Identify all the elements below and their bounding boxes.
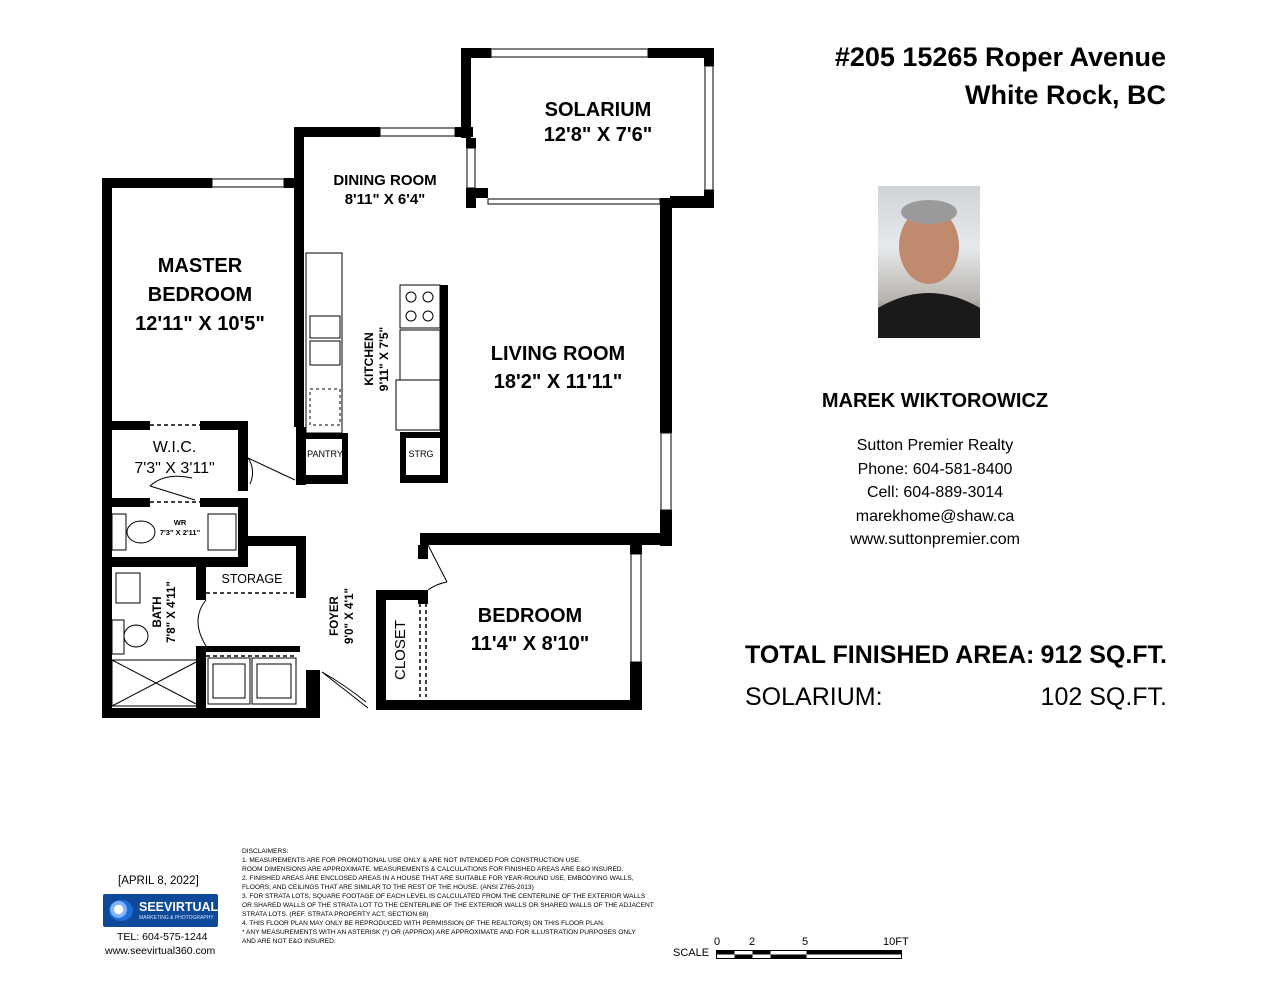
- pantry-label: PANTRY: [307, 449, 343, 459]
- agent-email: marekhome@shaw.ca: [855, 507, 1015, 525]
- foyer-dims: 9'0" X 4'1": [344, 587, 356, 645]
- kitchen-name: KITCHEN: [362, 332, 376, 386]
- disclaimer-line: DISCLAIMERS:: [242, 848, 289, 855]
- foyer-label: [328, 571, 360, 661]
- scale-bar: [716, 950, 902, 960]
- address-line-2: White Rock, BC: [964, 80, 1166, 110]
- disclaimer-line: OR SHARED WALLS OF THE STRATA LOT TO THE CENTERLINE OF THE EXTERIOR WALLS OR SHARED WALLS OF THE ADJACENT: [242, 902, 654, 909]
- dining-room-dims: 8'11" X 6'4": [344, 190, 426, 208]
- scale-label: SCALE: [673, 947, 710, 959]
- dining-room-name: DINING ROOM: [333, 172, 437, 189]
- solarium-area-label: SOLARIUM:: [745, 683, 883, 711]
- logo-name: SEEVIRTUAL: [139, 900, 219, 914]
- disclaimer-line: * ANY MEASUREMENTS WITH AN ASTERISK (*) OR (APPROX) ARE APPROXIMATE AND FOR ILLUSTRATION PURPOSES ONLY: [242, 929, 636, 936]
- solarium-name: SOLARIUM: [544, 99, 652, 121]
- strg-label: STRG: [408, 449, 434, 459]
- agent-phone: Phone: 604-581-8400: [857, 460, 1013, 478]
- agent-name: MAREK WIKTOROWICZ: [821, 390, 1049, 412]
- kitchen-dims: 9'11" X 7'5": [377, 326, 391, 392]
- seevirtual-logo: [103, 894, 218, 927]
- disclaimer-line: ROOM DIMENSIONS ARE APPROXIMATE. MEASUREMENTS & CALCULATIONS FOR FINISHED AREAS ARE E&O INSURED.: [242, 866, 624, 873]
- plan-date: [APRIL 8, 2022]: [118, 875, 199, 887]
- agent-website: www.suttonpremier.com: [850, 531, 1020, 548]
- scale-tick-5: 5: [802, 936, 809, 948]
- disclaimer-line: 2. FINISHED AREAS ARE ENCLOSED AREAS IN A HOUSE THAT ARE SUITABLE FOR YEAR-ROUND USE, EMBODYING WALLS,: [242, 875, 634, 882]
- wr-label: [150, 518, 210, 538]
- wic-name: W.I.C.: [152, 439, 197, 456]
- kitchen-label: [362, 314, 398, 404]
- disclaimer-line: 3. FOR STRATA LOTS, SQUARE FOOTAGE OF EACH LEVEL IS CALCULATED FROM THE CENTERLINE OF THE EXTERIOR WALLS: [242, 893, 646, 900]
- disclaimers: [242, 847, 662, 946]
- solarium-label: [498, 98, 698, 148]
- agent-contact: [780, 434, 1090, 552]
- scale-tick-10: 10FT: [883, 936, 909, 948]
- bath-label: [151, 572, 183, 652]
- living-room-dims: 18'2" X 11'11": [493, 371, 623, 393]
- living-room-label: [468, 340, 648, 396]
- agent-company: Sutton Premier Realty: [856, 437, 1014, 454]
- scale-tick-0: 0: [714, 936, 721, 948]
- agent-photo: [878, 186, 980, 338]
- scale-tick-2: 2: [749, 936, 756, 948]
- bedroom-name: BEDROOM: [477, 605, 583, 627]
- bath-name: BATH: [152, 596, 164, 628]
- address-line-1: #205 15265 Roper Avenue: [834, 42, 1166, 72]
- footer-web: www.seevirtual360.com: [105, 945, 216, 957]
- wr-dims: 7'3" X 2'11": [159, 528, 201, 537]
- bedroom-label: [440, 602, 620, 658]
- total-area-value: 912 SQ.FT.: [1040, 641, 1167, 669]
- total-area-label: TOTAL FINISHED AREA:: [745, 641, 1035, 669]
- disclaimer-line: 4. THIS FLOOR PLAN MAY ONLY BE REPRODUCED WITH PERMISSION OF THE REALTOR(S) ON THIS FLOOR PLAN.: [242, 920, 605, 927]
- wic-label: [112, 437, 237, 479]
- disclaimer-line: STRATA LOTS. (REF. STRATA PROPERTY ACT, SECTION 68): [242, 911, 429, 918]
- bath-dims: 7'8" X 4'11": [166, 581, 178, 643]
- solarium-area-value: 102 SQ.FT.: [1040, 683, 1167, 711]
- logo-subtitle: MARKETING & PHOTOGRAPHY: [139, 915, 214, 921]
- wr-name: WR: [173, 518, 187, 527]
- disclaimer-line: 1. MEASUREMENTS ARE FOR PROMOTIONAL USE ONLY & ARE NOT INTENDED FOR CONSTRUCTION USE.: [242, 857, 582, 864]
- logo-swirl-icon: [109, 900, 133, 921]
- master-bedroom-name-2: BEDROOM: [147, 284, 253, 306]
- living-room-name: LIVING ROOM: [490, 343, 626, 365]
- footer-tel: TEL: 604-575-1244: [117, 931, 208, 943]
- master-bedroom-label: [110, 252, 290, 339]
- bedroom-dims: 11'4" X 8'10": [470, 633, 590, 655]
- foyer-name: FOYER: [329, 596, 341, 636]
- disclaimer-line: FLOORS, AND CEILINGS THAT ARE SIMILAR TO THE REST OF THE HOUSE. (ANSI Z765-2013): [242, 884, 534, 891]
- storage-label: STORAGE: [221, 572, 283, 586]
- wic-dims: 7'3" X 3'11": [134, 460, 215, 477]
- master-bedroom-dims: 12'11" X 10'5": [135, 313, 265, 335]
- solarium-dims: 12'8" X 7'6": [543, 124, 653, 146]
- closet-label: CLOSET: [392, 619, 409, 680]
- agent-cell: Cell: 604-889-3014: [866, 484, 1004, 501]
- dining-room-label: [310, 172, 460, 210]
- disclaimer-line: AND ARE NOT E&O INSURED.: [242, 938, 336, 945]
- master-bedroom-name-1: MASTER: [157, 255, 243, 277]
